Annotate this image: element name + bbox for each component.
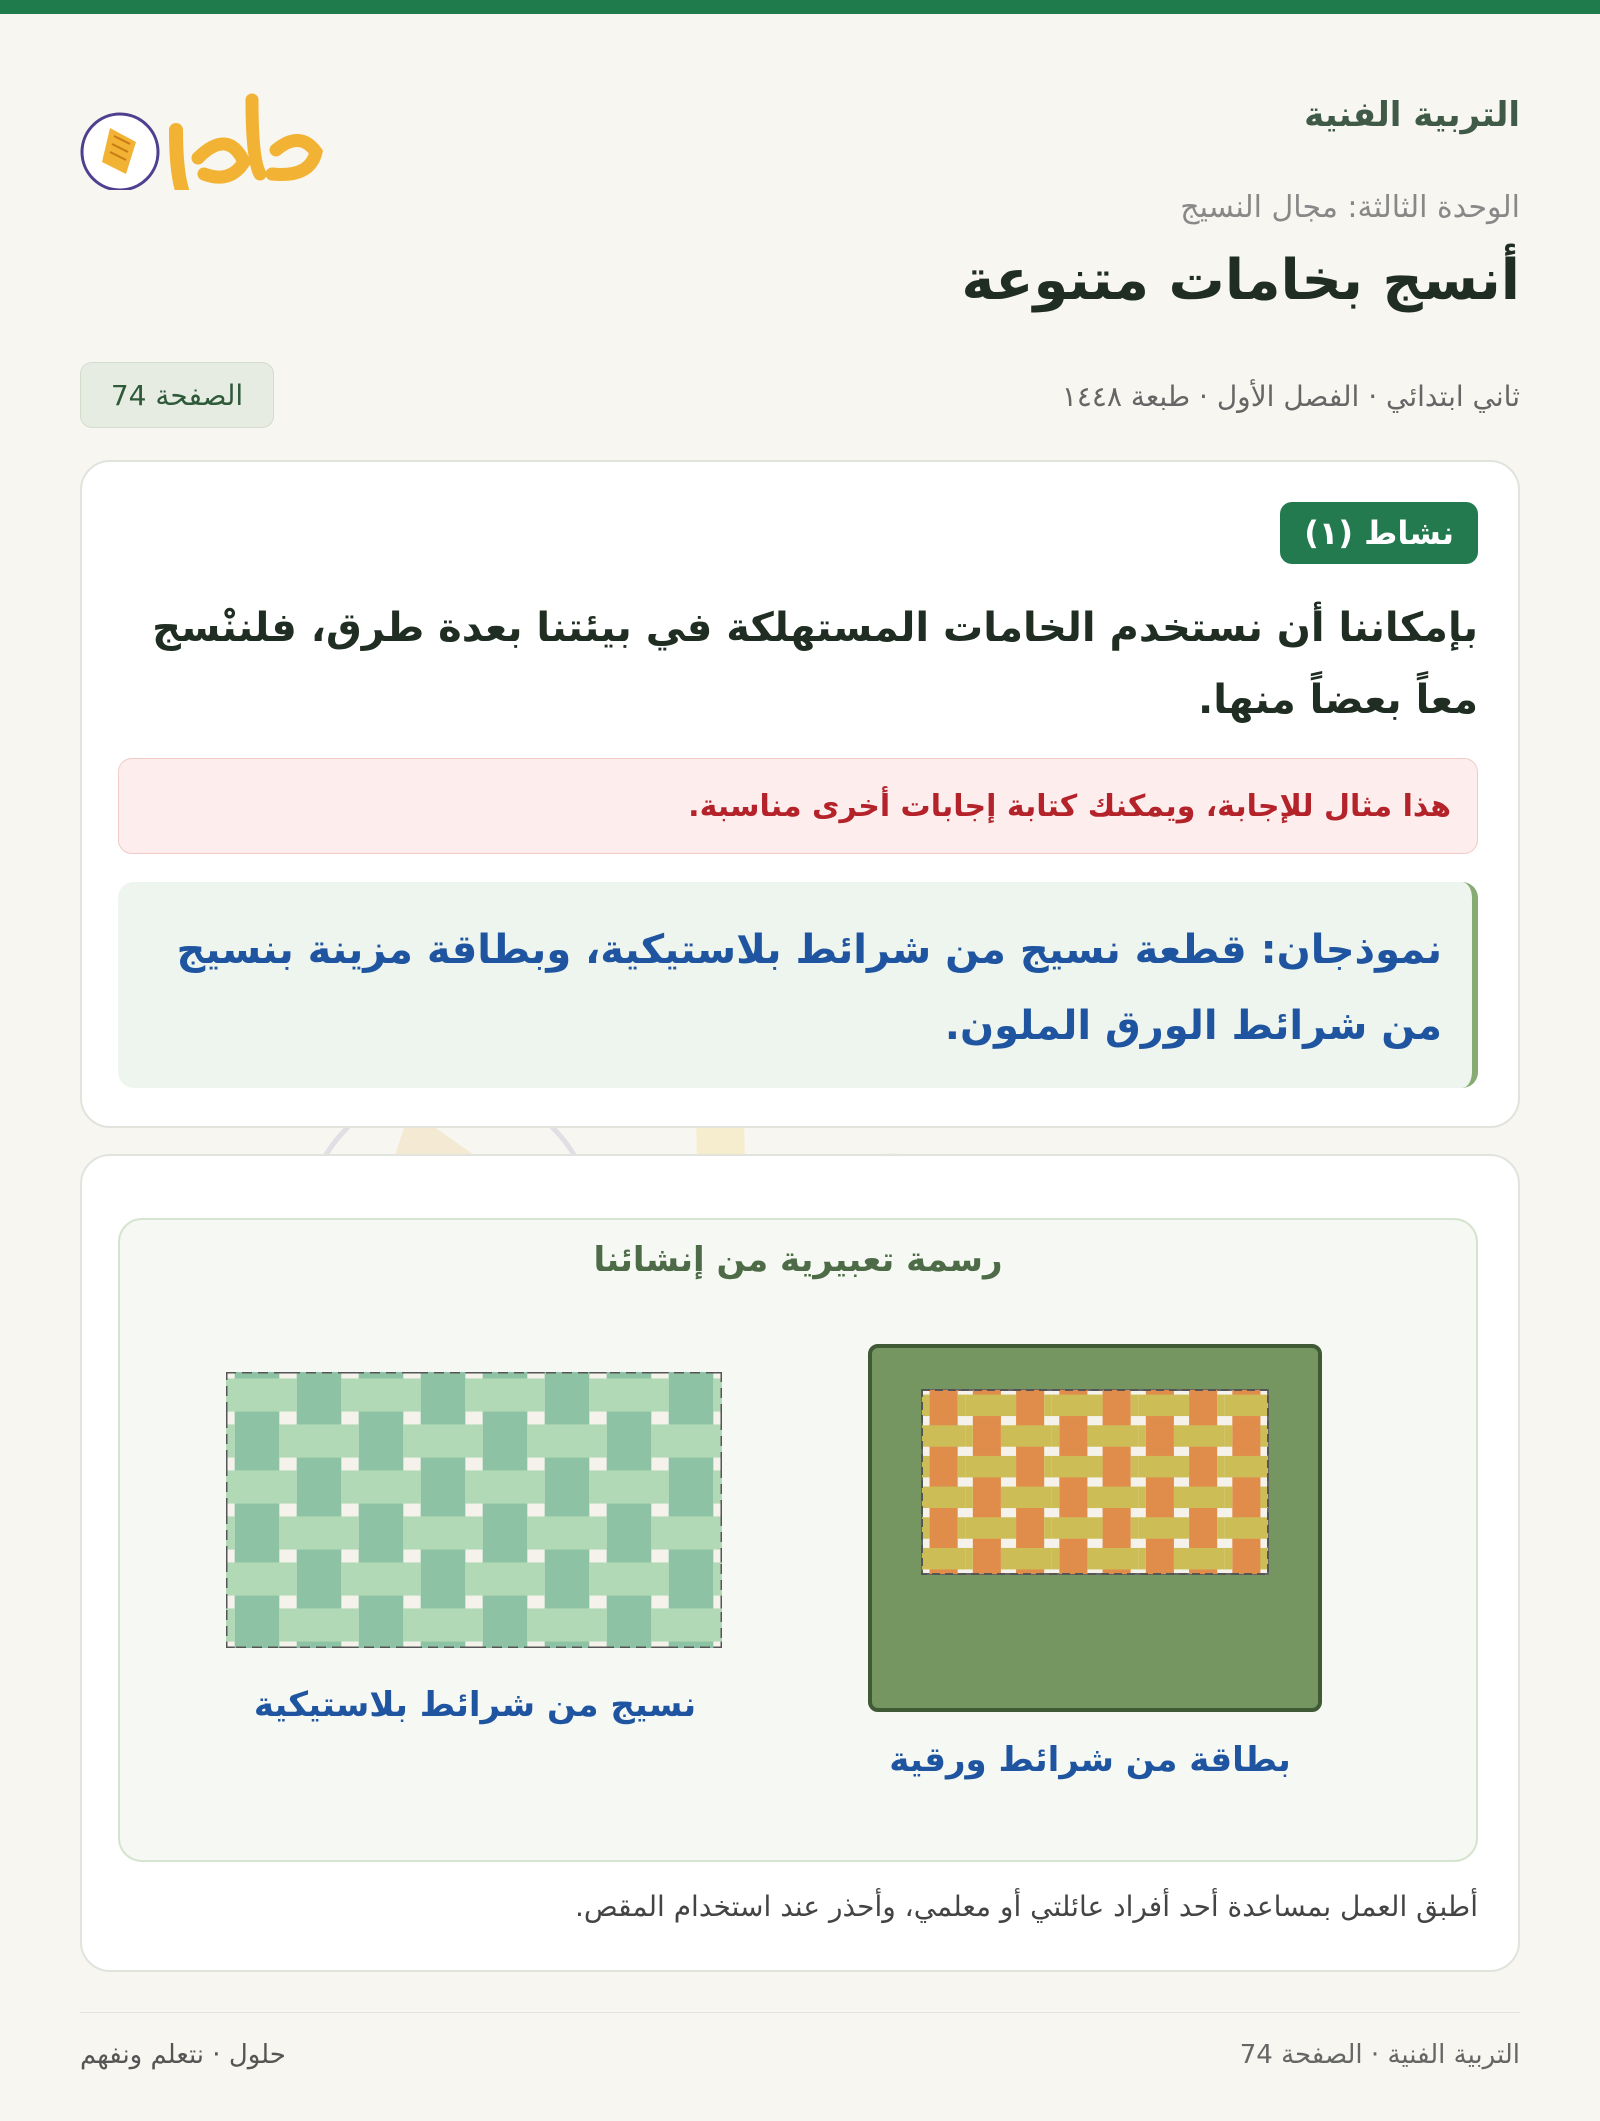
horizontal-paper-strip-segment [1138, 1456, 1181, 1477]
horizontal-plastic-strip-segment [598, 1378, 660, 1411]
horizontal-paper-strip-segment [922, 1456, 930, 1477]
horizontal-plastic-strip-segment [350, 1470, 412, 1503]
horizontal-plastic-strip-segment [226, 1378, 288, 1411]
horizontal-plastic-strip-segment [598, 1516, 607, 1549]
vertical-paper-strip [973, 1390, 1001, 1574]
horizontal-plastic-strip-segment [474, 1562, 536, 1595]
horizontal-plastic-strip-segment [527, 1516, 536, 1549]
figure-card [80, 1154, 1520, 1972]
horizontal-paper-strip-segment [965, 1548, 973, 1569]
vertical-plastic-strip [607, 1372, 652, 1648]
horizontal-plastic-strip-segment [536, 1516, 598, 1549]
horizontal-paper-strip-segment [922, 1395, 930, 1416]
activity-badge: نشاط (١) [1280, 502, 1478, 564]
horizontal-paper-strip-segment [1225, 1395, 1268, 1416]
illustration-panel [118, 1218, 1478, 1862]
horizontal-paper-strip-segment [1260, 1548, 1268, 1569]
horizontal-paper-strip-segment [1138, 1487, 1146, 1508]
horizontal-plastic-strip-segment [474, 1378, 536, 1411]
horizontal-plastic-strip-segment [288, 1424, 350, 1457]
paper-weave-card-illustration [868, 1344, 1322, 1712]
horizontal-plastic-strip-segment [465, 1470, 474, 1503]
horizontal-paper-strip-segment [958, 1456, 966, 1477]
horizontal-plastic-strip-segment [589, 1378, 598, 1411]
vertical-plastic-strip [545, 1372, 590, 1648]
vertical-paper-strip [1232, 1390, 1260, 1574]
horizontal-paper-strip-segment [922, 1517, 930, 1538]
horizontal-plastic-strip-segment [465, 1378, 474, 1411]
horizontal-paper-strip-segment [1001, 1548, 1009, 1569]
horizontal-paper-strip-segment [1052, 1456, 1095, 1477]
horizontal-plastic-strip-segment [403, 1516, 412, 1549]
horizontal-paper-strip-segment [1174, 1487, 1182, 1508]
horizontal-plastic-strip-segment [651, 1424, 660, 1457]
horizontal-paper-strip-segment [1225, 1517, 1268, 1538]
horizontal-paper-strip-segment [1138, 1425, 1146, 1446]
horizontal-plastic-strip-segment [660, 1378, 669, 1411]
horizontal-paper-strip-segment [1182, 1395, 1190, 1416]
horizontal-paper-strip-segment [1225, 1548, 1233, 1569]
horizontal-plastic-strip-segment [350, 1562, 412, 1595]
plastic-weave-caption: نسيج من شرائط بلاستيكية [253, 1685, 697, 1725]
vertical-plastic-strip [421, 1372, 466, 1648]
horizontal-paper-strip-segment [1052, 1395, 1095, 1416]
horizontal-paper-strip-segment [1009, 1456, 1017, 1477]
horizontal-plastic-strip-segment [474, 1424, 483, 1457]
horizontal-paper-strip-segment [922, 1425, 965, 1446]
horizontal-paper-strip-segment [1095, 1395, 1103, 1416]
horizontal-plastic-strip-segment [536, 1424, 598, 1457]
page-header [80, 50, 1520, 430]
vertical-paper-strip [1016, 1390, 1044, 1574]
lesson-title: أنسج بخامات متنوعة [961, 248, 1520, 313]
horizontal-plastic-strip-segment [598, 1424, 607, 1457]
horizontal-paper-strip-segment [965, 1425, 973, 1446]
vertical-paper-strip [930, 1390, 958, 1574]
horizontal-paper-strip-segment [1225, 1487, 1233, 1508]
horizontal-plastic-strip-segment [660, 1608, 722, 1641]
horizontal-plastic-strip-segment [350, 1516, 359, 1549]
horizontal-plastic-strip-segment [660, 1470, 669, 1503]
horizontal-paper-strip-segment [1052, 1487, 1060, 1508]
horizontal-paper-strip-segment [922, 1548, 965, 1569]
horizontal-paper-strip-segment [1131, 1517, 1139, 1538]
horizontal-paper-strip-segment [1260, 1487, 1268, 1508]
horizontal-paper-strip-segment [1217, 1456, 1225, 1477]
horizontal-paper-strip-segment [1225, 1425, 1233, 1446]
horizontal-plastic-strip-segment [226, 1470, 288, 1503]
horizontal-paper-strip-segment [958, 1395, 966, 1416]
horizontal-plastic-strip-segment [288, 1378, 297, 1411]
horizontal-paper-strip-segment [1138, 1395, 1181, 1416]
horizontal-plastic-strip-segment [279, 1516, 288, 1549]
plastic-weave-illustration [226, 1372, 722, 1648]
horizontal-plastic-strip-segment [412, 1470, 421, 1503]
horizontal-plastic-strip-segment [536, 1562, 545, 1595]
horizontal-paper-strip-segment [1001, 1487, 1009, 1508]
horizontal-paper-strip-segment [1131, 1395, 1139, 1416]
horizontal-paper-strip-segment [1217, 1395, 1225, 1416]
horizontal-plastic-strip-segment [527, 1608, 536, 1641]
horizontal-plastic-strip-segment [403, 1608, 412, 1641]
vertical-plastic-strip [235, 1372, 280, 1648]
vertical-paper-strip [1189, 1390, 1217, 1574]
paper-weave-caption: بطاقة من شرائط ورقية [889, 1740, 1291, 1780]
horizontal-plastic-strip-segment [651, 1516, 660, 1549]
horizontal-paper-strip-segment [1095, 1425, 1138, 1446]
horizontal-plastic-strip-segment [536, 1608, 598, 1641]
horizontal-plastic-strip-segment [660, 1516, 722, 1549]
vertical-plastic-strip [359, 1372, 404, 1648]
activity-prompt: بإمكاننا أن نستخدم الخامات المستهلكة في بيئتنا بعدة طرق، فلننْسج معاً بعضاً منها. [152, 605, 1478, 723]
horizontal-paper-strip-segment [1052, 1517, 1095, 1538]
horizontal-plastic-strip-segment [350, 1608, 359, 1641]
horizontal-paper-strip-segment [1001, 1425, 1009, 1446]
footer-brand: حلول · نتعلم ونفهم [80, 2040, 286, 2070]
horizontal-plastic-strip-segment [474, 1470, 536, 1503]
horizontal-paper-strip-segment [1182, 1425, 1225, 1446]
horizontal-plastic-strip-segment [288, 1608, 350, 1641]
horizontal-plastic-strip-segment [660, 1424, 722, 1457]
page-number-badge: الصفحة 74 [80, 362, 274, 428]
horizontal-paper-strip-segment [965, 1487, 973, 1508]
horizontal-plastic-strip-segment [536, 1470, 545, 1503]
horizontal-plastic-strip-segment [288, 1470, 297, 1503]
horizontal-plastic-strip-segment [279, 1424, 288, 1457]
horizontal-plastic-strip-segment [589, 1470, 598, 1503]
top-accent-bar [0, 0, 1600, 14]
horizontal-paper-strip-segment [922, 1487, 965, 1508]
vertical-plastic-strip [669, 1372, 714, 1648]
horizontal-plastic-strip-segment [412, 1424, 474, 1457]
illustration-title: رسمة تعبيرية من إنشائنا [593, 1240, 1003, 1280]
horizontal-plastic-strip-segment [660, 1562, 669, 1595]
horizontal-paper-strip-segment [1052, 1425, 1060, 1446]
horizontal-paper-strip-segment [1087, 1487, 1095, 1508]
horizontal-plastic-strip-segment [279, 1608, 288, 1641]
horizontal-paper-strip-segment [1009, 1517, 1017, 1538]
horizontal-plastic-strip-segment [350, 1424, 359, 1457]
safety-note: أطبق العمل بمساعدة أحد أفراد عائلتي أو معلمي، وأحذر عند استخدام المقص. [574, 1890, 1478, 1923]
horizontal-plastic-strip-segment [474, 1516, 483, 1549]
horizontal-paper-strip-segment [1009, 1395, 1017, 1416]
horizontal-plastic-strip-segment [350, 1378, 412, 1411]
footer-page-info: التربية الفنية · الصفحة 74 [1239, 2040, 1520, 2070]
horizontal-plastic-strip-segment [474, 1608, 483, 1641]
footer-divider [80, 2012, 1520, 2013]
horizontal-plastic-strip-segment [536, 1378, 545, 1411]
vertical-plastic-strip [483, 1372, 528, 1648]
vertical-paper-strip [1059, 1390, 1087, 1574]
horizontal-paper-strip-segment [1182, 1487, 1225, 1508]
horizontal-paper-strip-segment [1131, 1456, 1139, 1477]
horizontal-paper-strip-segment [1182, 1548, 1225, 1569]
horizontal-paper-strip-segment [1138, 1548, 1146, 1569]
horizontal-plastic-strip-segment [288, 1516, 350, 1549]
horizontal-paper-strip-segment [1087, 1548, 1095, 1569]
horizontal-plastic-strip-segment [403, 1424, 412, 1457]
horizontal-plastic-strip-segment [651, 1608, 660, 1641]
vertical-paper-strip [1146, 1390, 1174, 1574]
horizontal-paper-strip-segment [965, 1456, 1008, 1477]
horizontal-paper-strip-segment [1138, 1517, 1181, 1538]
horizontal-plastic-strip-segment [341, 1562, 350, 1595]
horizontal-plastic-strip-segment [341, 1470, 350, 1503]
horizontal-plastic-strip-segment [288, 1562, 297, 1595]
horizontal-paper-strip-segment [1044, 1395, 1052, 1416]
horizontal-paper-strip-segment [1095, 1548, 1138, 1569]
horizontal-paper-strip-segment [1009, 1425, 1052, 1446]
horizontal-paper-strip-segment [1182, 1456, 1190, 1477]
answer-box: نموذجان: قطعة نسيج من شرائط بلاستيكية، وبطاقة مزينة بنسيج من شرائط الورق الملون. [118, 882, 1478, 1088]
activity-card [80, 460, 1520, 1128]
vertical-paper-strip [1103, 1390, 1131, 1574]
subject-title: التربية الفنية [1304, 95, 1520, 135]
horizontal-plastic-strip-segment [226, 1562, 288, 1595]
horizontal-paper-strip-segment [1044, 1517, 1052, 1538]
horizontal-plastic-strip-segment [341, 1378, 350, 1411]
horizontal-plastic-strip-segment [412, 1378, 421, 1411]
example-note: هذا مثال للإجابة، ويمكنك كتابة إجابات أخرى مناسبة. [118, 758, 1478, 854]
horizontal-paper-strip-segment [1095, 1456, 1103, 1477]
horizontal-plastic-strip-segment [412, 1608, 474, 1641]
horizontal-paper-strip-segment [1095, 1517, 1103, 1538]
horizontal-paper-strip-segment [1087, 1425, 1095, 1446]
horizontal-paper-strip-segment [1009, 1487, 1052, 1508]
horizontal-plastic-strip-segment [412, 1516, 474, 1549]
horizontal-paper-strip-segment [1260, 1425, 1268, 1446]
horizontal-paper-strip-segment [965, 1517, 1008, 1538]
horizontal-paper-strip-segment [1009, 1548, 1052, 1569]
horizontal-paper-strip-segment [1174, 1548, 1182, 1569]
horizontal-paper-strip-segment [1225, 1456, 1268, 1477]
vertical-plastic-strip [297, 1372, 342, 1648]
horizontal-paper-strip-segment [958, 1517, 966, 1538]
horizontal-plastic-strip-segment [589, 1562, 598, 1595]
horizontal-plastic-strip-segment [598, 1608, 607, 1641]
horizontal-paper-strip-segment [1182, 1517, 1190, 1538]
unit-label: الوحدة الثالثة: مجال النسيج [1180, 190, 1520, 225]
horizontal-paper-strip-segment [1052, 1548, 1060, 1569]
edition-meta: ثاني ابتدائي · الفصل الأول · طبعة ١٤٤٨ [1061, 380, 1520, 413]
horizontal-plastic-strip-segment [598, 1562, 660, 1595]
horizontal-paper-strip-segment [1174, 1425, 1182, 1446]
horizontal-paper-strip-segment [1217, 1517, 1225, 1538]
horizontal-plastic-strip-segment [527, 1424, 536, 1457]
horizontal-plastic-strip-segment [465, 1562, 474, 1595]
horizontal-paper-strip-segment [1095, 1487, 1138, 1508]
horizontal-plastic-strip-segment [598, 1470, 660, 1503]
horizontal-paper-strip-segment [1044, 1456, 1052, 1477]
horizontal-plastic-strip-segment [412, 1562, 421, 1595]
horizontal-paper-strip-segment [965, 1395, 1008, 1416]
logo-icon [80, 80, 340, 190]
